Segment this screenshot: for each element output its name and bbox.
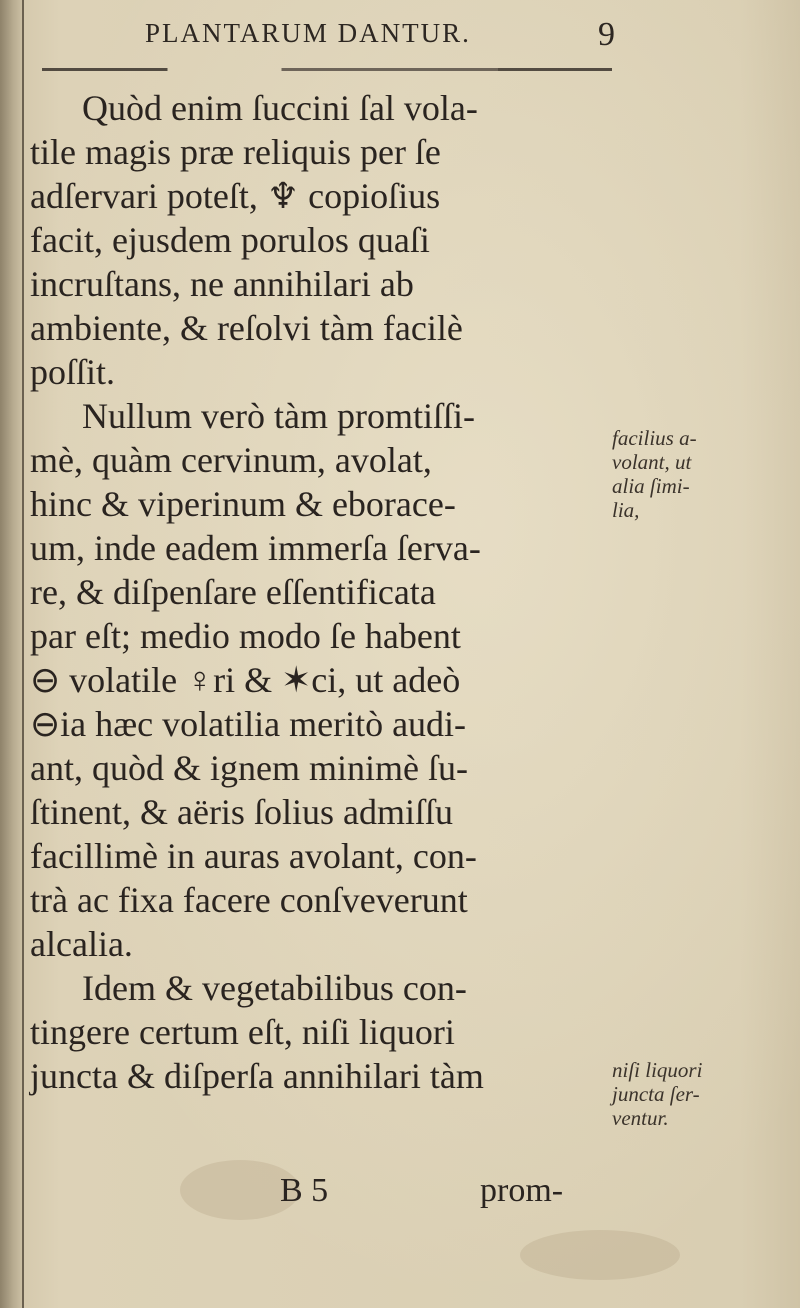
margin-note-line: juncta ſer- xyxy=(612,1082,700,1106)
header-rule xyxy=(42,68,612,71)
margin-note-line: facilius a- xyxy=(612,426,697,450)
text-line: incruſtans, ne annihilari ab xyxy=(30,264,414,304)
text-line: hinc & viperinum & eborace- xyxy=(30,484,456,524)
margin-note xyxy=(612,426,800,522)
text-line: ſtinent, & aëris ſolius admiſſu xyxy=(30,792,453,832)
text-line: poſſit. xyxy=(30,352,116,392)
margin-note-line: lia, xyxy=(612,498,640,522)
text-line: ant, quòd & ignem minimè ſu- xyxy=(30,748,468,788)
text-line: Idem & vegetabilibus con- xyxy=(82,968,467,1008)
text-line: Quòd enim ſuccini ſal vola- xyxy=(82,88,478,128)
paper-stain xyxy=(520,1230,680,1280)
text-line: juncta & diſperſa annihilari tàm xyxy=(30,1056,484,1096)
text-line: ⊖ia hæc volatilia meritò audi- xyxy=(30,704,467,744)
text-line: mè, quàm cervinum, avolat, xyxy=(30,440,432,480)
margin-note-line: niſi liquori xyxy=(612,1058,703,1082)
running-head: PLANTARUM DANTUR. xyxy=(145,18,471,48)
text-line: ambiente, & reſolvi tàm facilè xyxy=(30,308,463,348)
page-number: 9 xyxy=(598,16,615,53)
text-line: trà ac fixa facere conſveverunt xyxy=(30,880,468,920)
text-line: tingere certum eſt, niſi liquori xyxy=(30,1012,455,1052)
page-footer xyxy=(0,1172,800,1216)
signature-mark: B 5 xyxy=(280,1172,329,1209)
page-header xyxy=(145,18,625,58)
margin-note-line: alia ſimi- xyxy=(612,474,690,498)
margin-note-line: volant, ut xyxy=(612,450,692,474)
text-line: facillimè in auras avolant, con- xyxy=(30,836,477,876)
margin-note xyxy=(612,1058,800,1130)
text-line: ⊖ volatile ♀ri & ✶ci, ut adeò xyxy=(30,660,461,700)
page-binding-edge xyxy=(0,0,24,1308)
text-line: re, & diſpenſare eſſentificata xyxy=(30,572,436,612)
body-text xyxy=(30,86,620,1098)
catchword: prom- xyxy=(480,1172,564,1209)
text-line: facit, ejusdem porulos quaſi xyxy=(30,220,430,260)
text-line: par eſt; medio modo ſe habent xyxy=(30,616,461,656)
text-line: alcalia. xyxy=(30,924,133,964)
text-line: adſervari poteſt, ♆ copioſius xyxy=(30,176,441,216)
margin-note-line: ventur. xyxy=(612,1106,669,1130)
text-line: um, inde eadem immerſa ſerva- xyxy=(30,528,481,568)
text-line: tile magis præ reliquis per ſe xyxy=(30,132,441,172)
text-line: Nullum verò tàm promtiſſi- xyxy=(82,396,475,436)
